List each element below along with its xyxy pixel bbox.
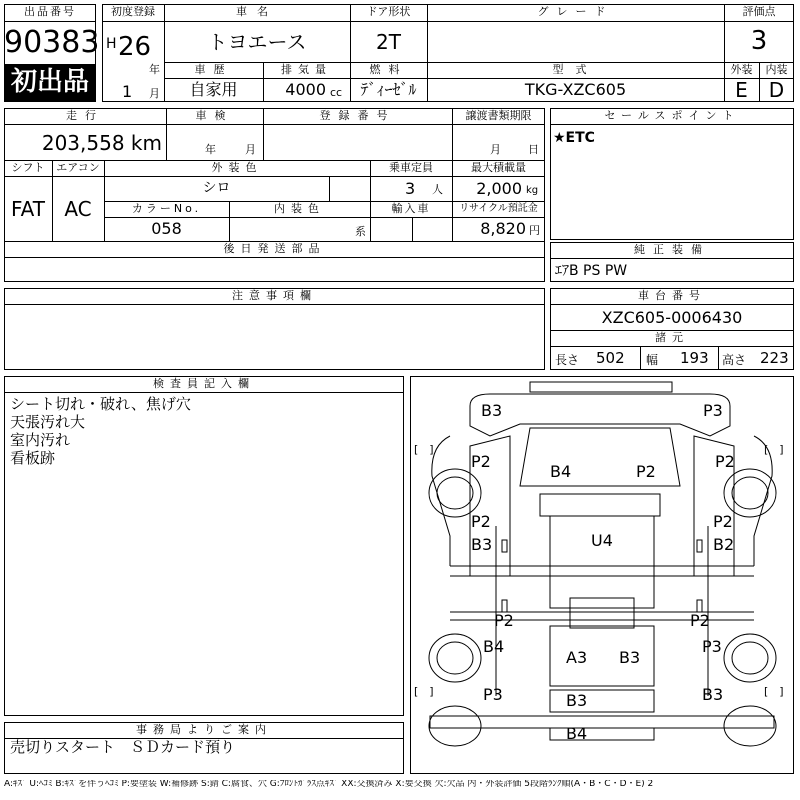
interior-grade: D xyxy=(768,78,785,102)
color-label: 外装色 xyxy=(211,161,263,174)
recycle-unit: 円 xyxy=(529,224,540,237)
grade-label: グレード xyxy=(537,5,614,18)
legend-text: A:ｷｽﾞ U:ﾍｺﾐ B:ｷｽﾞを伴うﾍｺﾐ P:要塗装 W:補修跡 S:錆 C:腐食、穴 G:ﾌﾛﾝﾄｶﾞﾗｽ点ｷｽﾞ XX:交換済み X:要交換 欠:欠品 内・外装評価 5段階ﾗﾝｸ順(A・B・C・D・E) 2 xyxy=(4,780,654,789)
truck-diagram xyxy=(410,376,794,774)
chassis-label: 車台番号 xyxy=(638,289,706,302)
color-no-value: 058 xyxy=(151,219,182,238)
max-load-unit: kg xyxy=(526,185,539,196)
inspector-label: 検査員記入欄 xyxy=(153,377,255,390)
sales-point-value: ★ETC xyxy=(553,130,595,146)
reg-number-label: 登録番号 xyxy=(319,109,396,122)
shift-value: FAT xyxy=(10,197,45,221)
history-value: 自家用 xyxy=(189,80,238,99)
mark-p2-bed-left: P2 xyxy=(494,611,514,630)
import-label: 輸入車 xyxy=(391,202,431,215)
mark-p3-rear-right: P3 xyxy=(702,637,722,656)
mark-b3-rear-right: B3 xyxy=(702,685,724,704)
office-label: 事務局よりご案内 xyxy=(136,723,272,736)
equipment-label: 純正装備 xyxy=(634,243,710,256)
mark-b4-windshield: B4 xyxy=(550,462,572,481)
mark-p2-door-right-upper: P2 xyxy=(715,452,735,471)
int-color-label: 内装色 xyxy=(274,202,325,215)
sales-point-box xyxy=(550,108,794,240)
mark-p2-windshield: P2 xyxy=(636,462,656,481)
recycle-value: 8,820 xyxy=(480,219,526,238)
sales-point-label: セールスポイント xyxy=(604,109,740,122)
mileage-label: 走行 xyxy=(66,109,104,122)
mark-b4-rear-bumper: B4 xyxy=(566,724,588,743)
interior-label: 内装 xyxy=(765,63,788,76)
bracket-front-right: [ ] xyxy=(764,443,784,456)
capacity-label: 乗車定員 xyxy=(389,161,433,174)
lot-number-label: 出品番号 xyxy=(24,5,76,18)
dims-label: 諸元 xyxy=(655,331,689,344)
fuel-value: ﾃﾞｨｰｾﾞﾙ xyxy=(360,80,417,99)
ac-label: エアコン xyxy=(56,161,100,174)
mark-a3-bed: A3 xyxy=(566,648,588,667)
inspector-line-3: 室内汚れ xyxy=(10,431,71,449)
door-type: 2T xyxy=(376,30,401,54)
mark-b3-cab-left: B3 xyxy=(471,535,493,554)
first-reg-label: 初度登録 xyxy=(111,5,155,18)
capacity-unit: 人 xyxy=(432,183,443,196)
width-label: 幅 xyxy=(646,353,659,367)
score-label: 評価点 xyxy=(742,5,776,18)
mark-p2-door-left-upper: P2 xyxy=(471,452,491,471)
mark-b3-bed: B3 xyxy=(619,648,641,667)
color-no-label: カラーNo. xyxy=(131,202,202,215)
mark-p2-bed-right: P2 xyxy=(690,611,710,630)
bracket-rear-right: [ ] xyxy=(764,685,784,698)
shift-label: シフト xyxy=(11,161,45,174)
mileage-value: 203,558 km xyxy=(41,131,162,155)
equipment-value: ｴｱB PS PW xyxy=(555,263,628,279)
history-label: 車歴 xyxy=(194,63,233,76)
office-text: 売切りスタート ＳＤカード預り xyxy=(10,738,236,756)
inspector-line-2: 天張汚れ大 xyxy=(10,413,86,431)
first-reg-year: 26 xyxy=(118,32,152,62)
score-value: 3 xyxy=(750,26,768,56)
transfer-label: 譲渡書類期限 xyxy=(465,109,532,122)
mark-p2-cab-right: P2 xyxy=(713,512,733,531)
inspector-line-4: 看板跡 xyxy=(10,449,56,467)
exterior-grade: E xyxy=(735,78,748,102)
mark-b3-rear-center: B3 xyxy=(566,691,588,710)
max-load-value: 2,000 xyxy=(476,179,522,198)
transfer-month-unit: 月 xyxy=(490,143,501,156)
door-label: ドア形状 xyxy=(366,5,411,18)
model-value: TKG-XZC605 xyxy=(524,80,627,99)
max-load-label: 最大積載量 xyxy=(471,161,526,174)
first-reg-month: 1 xyxy=(122,82,133,101)
month-unit: 月 xyxy=(149,87,160,100)
first-listing-text: 初出品 xyxy=(10,67,89,97)
displacement-unit: cc xyxy=(330,86,343,99)
capacity-value: 3 xyxy=(405,179,416,198)
mark-u4-roof: U4 xyxy=(591,531,613,550)
lot-number: 90383 xyxy=(4,25,100,60)
transfer-day-unit: 日 xyxy=(528,143,539,156)
mark-b4-rear-left: B4 xyxy=(483,637,505,656)
recycle-label: リサイクル預託金 xyxy=(459,203,538,214)
exterior-label: 外装 xyxy=(730,63,753,76)
caution-label: 注意事項欄 xyxy=(232,289,317,302)
inspector-line-1: シート切れ・破れ、焦げ穴 xyxy=(10,395,191,413)
mark-p3-front-right: P3 xyxy=(703,401,723,420)
car-name: トヨエース xyxy=(207,30,307,54)
displacement-value: 4000 xyxy=(285,80,326,99)
mark-b3-front-left: B3 xyxy=(481,401,503,420)
width-value: 193 xyxy=(680,349,709,367)
car-name-label: 車名 xyxy=(236,5,278,18)
height-value: 223 xyxy=(760,349,789,367)
length-label: 長さ xyxy=(555,353,580,367)
height-label: 高さ xyxy=(722,353,747,367)
year-unit: 年 xyxy=(149,63,160,76)
color-value: シロ xyxy=(202,180,231,196)
fuel-label: 燃料 xyxy=(369,63,408,76)
later-parts-label: 後日発送部品 xyxy=(223,242,326,255)
bracket-front-left: [ ] xyxy=(414,443,434,456)
inspection-month-unit: 月 xyxy=(245,143,256,156)
mark-b2-cab-right: B2 xyxy=(713,535,735,554)
displacement-label: 排気量 xyxy=(281,63,332,76)
bracket-rear-left: [ ] xyxy=(414,685,434,698)
int-color-unit: 系 xyxy=(355,225,366,238)
mark-p3-rear-left: P3 xyxy=(483,685,503,704)
model-label: 型式 xyxy=(552,63,599,76)
era: H xyxy=(106,36,117,52)
mark-p2-cab-left: P2 xyxy=(471,512,491,531)
inspection-label: 車検 xyxy=(195,109,234,122)
chassis-number: XZC605-0006430 xyxy=(601,308,743,327)
length-value: 502 xyxy=(596,349,625,367)
inspection-year-unit: 年 xyxy=(205,143,216,156)
ac-value: AC xyxy=(64,197,92,221)
